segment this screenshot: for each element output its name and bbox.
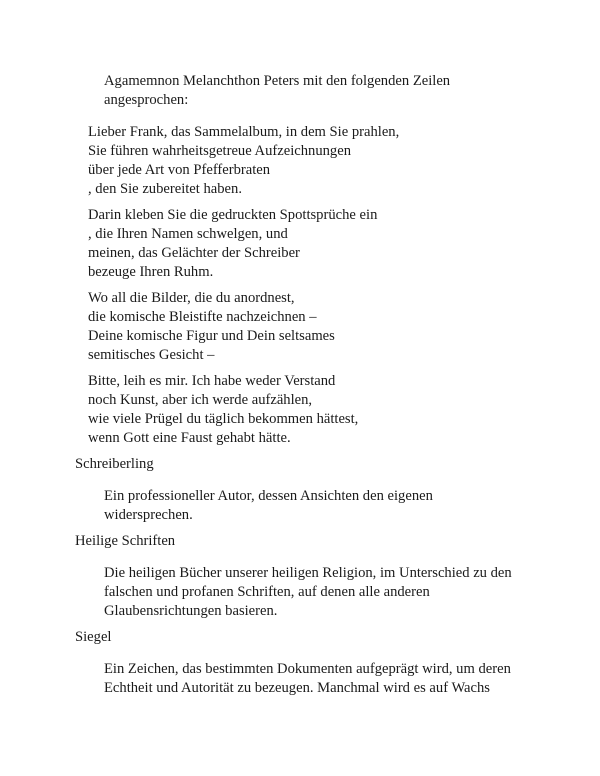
verse-line: wie viele Prügel du täglich bekommen hättest, [88,411,359,427]
verse-line: , den Sie zubereitet haben. [88,181,242,197]
verse-line: wenn Gott eine Faust gehabt hätte. [88,430,291,446]
verse-line: Lieber Frank, das Sammelalbum, in dem Sie prahlen, [88,124,400,140]
definition-line: Ein professioneller Autor, dessen Ansichten den eigenen [104,488,433,504]
verse-line: noch Kunst, aber ich werde aufzählen, [88,392,313,408]
verse-line: Darin kleben Sie die gedruckten Spottsprüche ein [88,207,378,223]
definition-line: Echtheit und Autorität zu bezeugen. Manchmal wird es auf Wachs [104,680,490,696]
definition-line: Glaubensrichtungen basieren. [104,603,278,619]
definition-line: Die heiligen Bücher unserer heiligen Religion, im Unterschied zu den [104,565,512,581]
definition-line: widersprechen. [104,507,193,523]
intro-line: angesprochen: [104,92,189,108]
verse-line: meinen, das Gelächter der Schreiber [88,245,300,261]
definition-line: Ein Zeichen, das bestimmten Dokumenten aufgeprägt wird, um deren [104,661,511,677]
verse-line: semitisches Gesicht – [88,347,215,363]
dictionary-term: Schreiberling [75,456,154,472]
verse-line: Deine komische Figur und Dein seltsames [88,328,335,344]
verse-line: Bitte, leih es mir. Ich habe weder Verstand [88,373,336,389]
verse-line: Wo all die Bilder, die du anordnest, [88,290,295,306]
verse-line: die komische Bleistifte nachzeichnen – [88,309,317,325]
verse-line: , die Ihren Namen schwelgen, und [88,226,288,242]
dictionary-term: Heilige Schriften [75,533,176,549]
verse-line: Sie führen wahrheitsgetreue Aufzeichnungen [88,143,351,159]
verse-line: bezeuge Ihren Ruhm. [88,264,214,280]
verse-line: über jede Art von Pfefferbraten [88,162,271,178]
intro-line: Agamemnon Melanchthon Peters mit den folgenden Zeilen [104,73,451,89]
definition-line: falschen und profanen Schriften, auf denen alle anderen [104,584,430,600]
dictionary-term: Siegel [75,629,112,645]
